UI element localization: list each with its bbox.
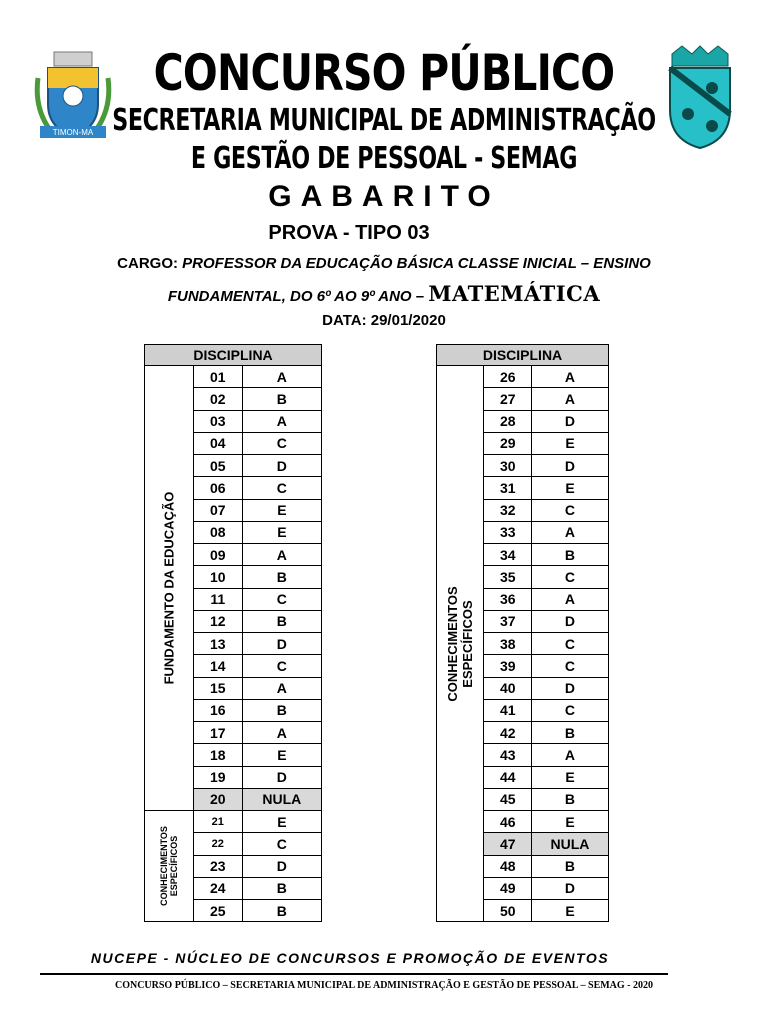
group-conhecimentos-right-label-line: ESPECÍFICOS bbox=[460, 599, 476, 688]
question-number: 30 bbox=[484, 455, 531, 477]
question-number: 22 bbox=[193, 833, 242, 855]
answer-key: A bbox=[242, 677, 321, 699]
answer-key: D bbox=[531, 410, 608, 432]
question-number: 03 bbox=[193, 410, 242, 432]
answer-key: D bbox=[531, 610, 608, 632]
question-number: 09 bbox=[193, 544, 242, 566]
question-number: 35 bbox=[484, 566, 531, 588]
cargo-text-1: PROFESSOR DA EDUCAÇÃO BÁSICA CLASSE INICIAL – ENSINO bbox=[182, 255, 651, 272]
group-conhecimentos-right bbox=[437, 366, 484, 922]
answer-key: D bbox=[531, 877, 608, 899]
answer-key: C bbox=[242, 432, 321, 454]
footer-divider bbox=[40, 973, 668, 975]
question-number: 27 bbox=[484, 388, 531, 410]
answer-key: E bbox=[531, 766, 608, 788]
group-conhecimentos-right-label bbox=[445, 586, 475, 701]
question-number: 23 bbox=[193, 855, 242, 877]
answer-table-left bbox=[144, 344, 322, 922]
answer-key: E bbox=[531, 900, 608, 922]
answer-key: C bbox=[242, 655, 321, 677]
question-number: 01 bbox=[193, 366, 242, 388]
answer-table-right bbox=[436, 344, 609, 922]
answer-key: A bbox=[242, 544, 321, 566]
question-number: 26 bbox=[484, 366, 531, 388]
answer-key: B bbox=[531, 788, 608, 810]
question-number: 11 bbox=[193, 588, 242, 610]
answer-key: A bbox=[531, 588, 608, 610]
answer-key: E bbox=[242, 499, 321, 521]
question-number: 19 bbox=[193, 766, 242, 788]
question-number: 25 bbox=[193, 900, 242, 922]
question-number: 14 bbox=[193, 655, 242, 677]
page-title: CONCURSO PÚBLICO bbox=[153, 44, 615, 102]
answer-key: D bbox=[242, 455, 321, 477]
answer-key: B bbox=[531, 855, 608, 877]
question-number: 38 bbox=[484, 633, 531, 655]
answer-key: E bbox=[242, 744, 321, 766]
group-conhecimentos-left bbox=[145, 811, 194, 922]
answer-key: A bbox=[531, 744, 608, 766]
question-number: 33 bbox=[484, 521, 531, 543]
question-number: 10 bbox=[193, 566, 242, 588]
question-number: 46 bbox=[484, 811, 531, 833]
question-number: 05 bbox=[193, 455, 242, 477]
answer-key: C bbox=[531, 699, 608, 721]
question-number: 34 bbox=[484, 544, 531, 566]
group-conhecimentos-left-label bbox=[159, 826, 179, 906]
answer-key: C bbox=[531, 566, 608, 588]
answer-key: B bbox=[242, 610, 321, 632]
question-number: 31 bbox=[484, 477, 531, 499]
answer-key: D bbox=[531, 677, 608, 699]
answer-key: B bbox=[242, 877, 321, 899]
question-number: 44 bbox=[484, 766, 531, 788]
answer-key: E bbox=[531, 432, 608, 454]
gabarito-heading: GABARITO bbox=[268, 180, 500, 213]
answer-key: D bbox=[242, 766, 321, 788]
exam-date: DATA: 29/01/2020 bbox=[322, 312, 446, 329]
group-fundamento-label bbox=[161, 492, 176, 685]
discipline-header: DISCIPLINA bbox=[437, 345, 609, 366]
group-fundamento-label-line: FUNDAMENTO DA EDUCAÇÃO bbox=[161, 491, 177, 685]
answer-key: E bbox=[531, 477, 608, 499]
answer-key: NULA bbox=[531, 833, 608, 855]
question-number: 16 bbox=[193, 699, 242, 721]
answer-key: A bbox=[531, 366, 608, 388]
answer-key: NULA bbox=[242, 788, 321, 810]
table-row bbox=[437, 366, 609, 388]
answer-key: A bbox=[242, 722, 321, 744]
table-row bbox=[145, 366, 322, 388]
question-number: 20 bbox=[193, 788, 242, 810]
answer-key: E bbox=[242, 811, 321, 833]
group-conhecimentos-left-label-line: ESPECÍFICOS bbox=[168, 835, 179, 897]
question-number: 17 bbox=[193, 722, 242, 744]
group-conhecimentos-right-label-line: CONHECIMENTOS bbox=[445, 585, 461, 702]
question-number: 37 bbox=[484, 610, 531, 632]
group-fundamento bbox=[145, 366, 194, 811]
answer-key: D bbox=[531, 455, 608, 477]
answer-key: C bbox=[531, 655, 608, 677]
nucepe-line: NUCEPE - NÚCLEO DE CONCURSOS E PROMOÇÃO DE EVENTOS bbox=[90, 950, 610, 966]
answer-key: D bbox=[242, 633, 321, 655]
answer-key: C bbox=[242, 588, 321, 610]
question-number: 39 bbox=[484, 655, 531, 677]
cargo-text-2: FUNDAMENTAL, DO 6º AO 9º ANO – bbox=[167, 288, 425, 305]
answer-key: C bbox=[242, 833, 321, 855]
timon-logo-text: TIMON-MA bbox=[52, 128, 94, 137]
cargo-line-1 bbox=[0, 255, 768, 272]
cargo-line-2 bbox=[0, 281, 768, 306]
question-number: 29 bbox=[484, 432, 531, 454]
question-number: 50 bbox=[484, 900, 531, 922]
table-row bbox=[145, 811, 322, 833]
question-number: 08 bbox=[193, 521, 242, 543]
question-number: 45 bbox=[484, 788, 531, 810]
cargo-subject: MATEMÁTICA bbox=[428, 281, 601, 306]
question-number: 24 bbox=[193, 877, 242, 899]
question-number: 48 bbox=[484, 855, 531, 877]
question-number: 02 bbox=[193, 388, 242, 410]
subtitle-line-1: SECRETARIA MUNICIPAL DE ADMINISTRAÇÃO bbox=[112, 103, 656, 138]
question-number: 42 bbox=[484, 722, 531, 744]
answer-key: B bbox=[531, 544, 608, 566]
question-number: 47 bbox=[484, 833, 531, 855]
answer-key: A bbox=[242, 366, 321, 388]
answer-key: A bbox=[531, 388, 608, 410]
question-number: 04 bbox=[193, 432, 242, 454]
answer-key: E bbox=[242, 521, 321, 543]
answer-key: B bbox=[242, 900, 321, 922]
answer-key: B bbox=[242, 388, 321, 410]
prova-tipo: PROVA - TIPO 03 bbox=[268, 222, 430, 244]
discipline-header: DISCIPLINA bbox=[145, 345, 322, 366]
question-number: 06 bbox=[193, 477, 242, 499]
question-number: 15 bbox=[193, 677, 242, 699]
answer-key: E bbox=[531, 811, 608, 833]
question-number: 43 bbox=[484, 744, 531, 766]
question-number: 28 bbox=[484, 410, 531, 432]
footer-text: CONCURSO PÚBLICO – SECRETARIA MUNICIPAL DE ADMINISTRAÇÃO E GESTÃO DE PESSOAL – SEMAG - 2020 bbox=[114, 980, 654, 991]
answer-key: C bbox=[531, 633, 608, 655]
question-number: 32 bbox=[484, 499, 531, 521]
answer-key: C bbox=[531, 499, 608, 521]
group-conhecimentos-left-label-line: CONHECIMENTOS bbox=[158, 826, 169, 907]
question-number: 40 bbox=[484, 677, 531, 699]
question-number: 07 bbox=[193, 499, 242, 521]
subtitle-line-2: E GESTÃO DE PESSOAL - SEMAG bbox=[190, 141, 578, 176]
question-number: 36 bbox=[484, 588, 531, 610]
answer-key: B bbox=[531, 722, 608, 744]
question-number: 13 bbox=[193, 633, 242, 655]
question-number: 49 bbox=[484, 877, 531, 899]
answer-key: A bbox=[242, 410, 321, 432]
question-number: 12 bbox=[193, 610, 242, 632]
answer-key: A bbox=[531, 521, 608, 543]
answer-key: D bbox=[242, 855, 321, 877]
question-number: 41 bbox=[484, 699, 531, 721]
answer-key: B bbox=[242, 699, 321, 721]
question-number: 18 bbox=[193, 744, 242, 766]
answer-key: C bbox=[242, 477, 321, 499]
question-number: 21 bbox=[193, 811, 242, 833]
cargo-label: CARGO: bbox=[117, 255, 178, 272]
answer-key: B bbox=[242, 566, 321, 588]
